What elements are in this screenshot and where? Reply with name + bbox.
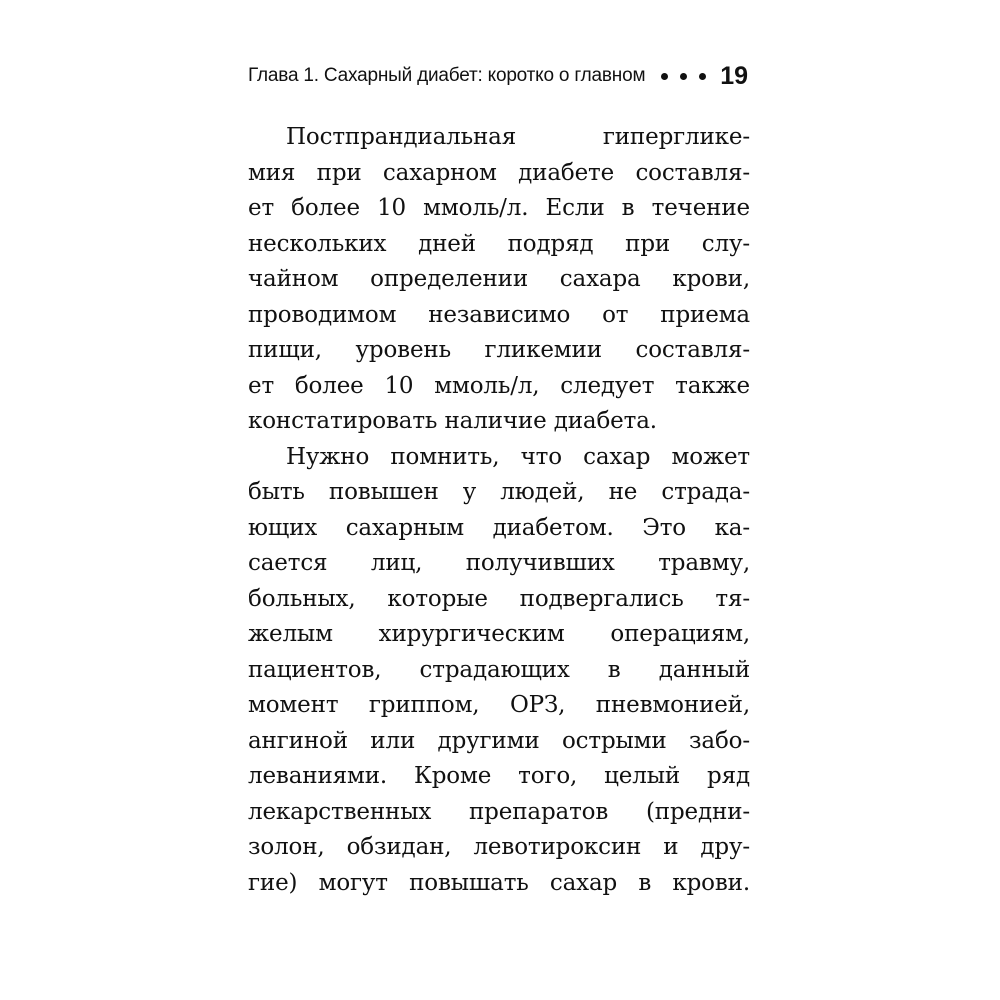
header-right: [649, 62, 748, 91]
text-line: лекарственных препаратов (предни-: [248, 798, 750, 825]
paragraph-1: [248, 120, 750, 440]
paragraph-2: [248, 440, 750, 902]
text-line: быть повышен у людей, не страда-: [248, 479, 750, 505]
chapter-title: Глава 1. Сахарный диабет: коротко о главном: [248, 65, 646, 86]
text-line: желым хирургическим операциям,: [248, 621, 750, 647]
text-line: пациентов, страдающих в данный: [248, 656, 750, 683]
text-line: чайном определении сахара крови,: [248, 266, 750, 292]
bullet-ornament: [649, 73, 706, 80]
bullet-icon: [661, 73, 668, 80]
text-line: ангиной или другими острыми забо-: [248, 727, 750, 754]
body-text: [248, 120, 750, 901]
text-line: пищи, уровень гликемии составля-: [248, 337, 750, 363]
text-line: ющих сахарным диабетом. Это ка-: [248, 514, 750, 541]
text-line: золон, обзидан, левотироксин и дру-: [248, 834, 750, 860]
text-line: нескольких дней подряд при слу-: [248, 230, 750, 257]
text-line: больных, которые подвергались тя-: [248, 585, 750, 612]
bullet-icon: [680, 73, 687, 80]
page-number: 19: [720, 61, 748, 90]
text-line: Постпрандиальная гипергликe-: [286, 124, 750, 150]
bullet-icon: [699, 73, 706, 80]
text-line: ет более 10 ммоль/л, следует также: [248, 372, 750, 399]
text-line: сается лиц, получивших травму,: [248, 550, 750, 576]
text-line: леваниями. Кроме того, целый ряд: [248, 763, 750, 789]
text-line: гие) могут повышать сахар в крови.: [248, 869, 750, 896]
text-line: констатировать наличие диабета.: [248, 408, 657, 434]
text-line: проводимом независимо от приема: [248, 301, 750, 328]
text-line: Нужно помнить, что сахар может: [286, 443, 750, 470]
text-line: ет более 10 ммоль/л. Если в течение: [248, 195, 750, 221]
running-head: [248, 60, 748, 92]
text-line: мия при сахарном диабете составля-: [248, 159, 750, 186]
text-line: момент гриппом, ОРЗ, пневмонией,: [248, 692, 750, 718]
